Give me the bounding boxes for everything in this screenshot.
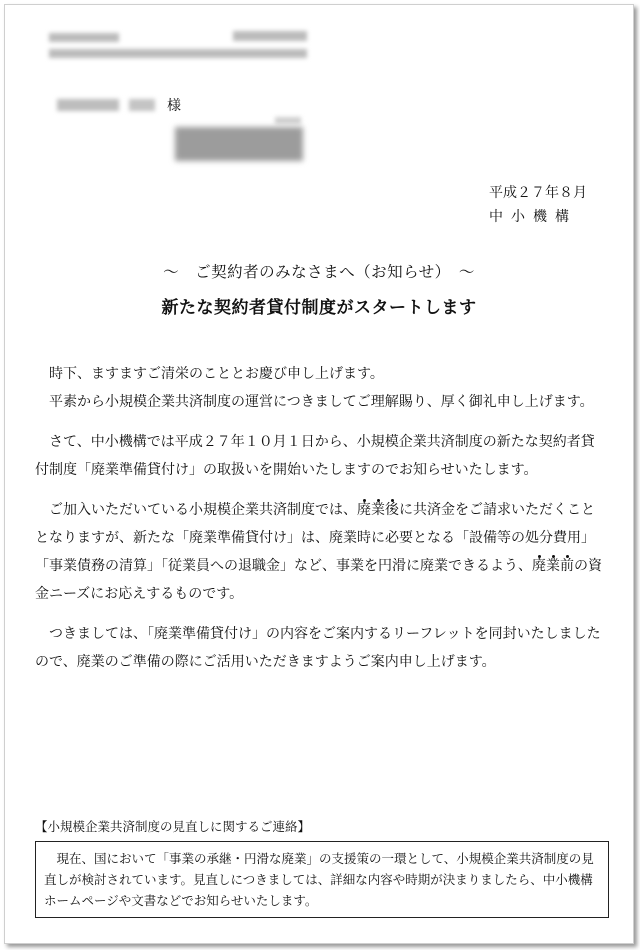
emphasis-after-closure: 廃業後 xyxy=(357,502,399,518)
letter-page xyxy=(4,4,634,944)
notice-heading: 【小規模企業共済制度の見直しに関するご連絡】 xyxy=(35,819,311,834)
redacted-address-right xyxy=(233,31,307,41)
sender-name: 中小機構 xyxy=(489,209,577,225)
issue-date: 平成２７年８月 xyxy=(489,185,587,201)
notice-body: 現在、国において「事業の承継・円滑な廃業」の支援策の一環として、小規模企業共済制度の見直しが検討されています。見直しにつきましては、詳細な内容や時期が決まりましたら、中小機構ホームページや文書などでお知らせいたします。 xyxy=(44,851,594,908)
redacted-address-left xyxy=(49,33,119,42)
redacted-recipient-name xyxy=(57,99,119,111)
recipient-honorific: 様 xyxy=(167,98,181,114)
date-sender-block xyxy=(489,181,587,229)
letter-body xyxy=(35,360,605,676)
redacted-stamp-box xyxy=(175,127,303,161)
letter-subtitle: ～ ご契約者のみなさまへ（お知らせ） ～ xyxy=(163,263,475,281)
paragraph-greeting: 時下、ますますご清栄のこととお慶び申し上げます。 xyxy=(49,366,384,382)
paragraph-thanks: 平素から小規模企業共済制度の運営につきましてご理解賜り、厚く御礼申し上げます。 xyxy=(49,394,594,410)
redacted-stamp-small xyxy=(275,117,301,124)
paragraph-announcement: さて、中小機構では平成２７年１０月１日から、小規模企業共済制度の新たな契約者貸付制度「廃業準備貸付け」の取扱いを開始いたしますのでお知らせいたします。 xyxy=(35,434,595,478)
paragraph-description: ご加入いただいている小規模企業共済制度では、廃業後に共済金をご請求いただくこととなりますが、新たな「廃業準備貸付け」は、廃業時に必要となる「設備等の処分費用」「事業債務の清算」「従業員への退職金」など、事業を円滑に廃業できるよう、廃業前の資金ニーズにお応えするものです。 xyxy=(35,502,602,602)
notice-box xyxy=(35,841,609,918)
paragraph-enclosure: つきましては、「廃業準備貸付け」の内容をご案内するリーフレットを同封いたしましたので、廃業のご準備の際にご活用いただきますようご案内申し上げます。 xyxy=(35,626,601,670)
recipient-line xyxy=(57,95,181,115)
letter-title: 新たな契約者貸付制度がスタートします xyxy=(161,298,477,318)
redacted-address-line2 xyxy=(49,49,307,58)
emphasis-before-closure: 廃業前 xyxy=(532,558,574,574)
redacted-recipient-suffix xyxy=(129,99,155,111)
